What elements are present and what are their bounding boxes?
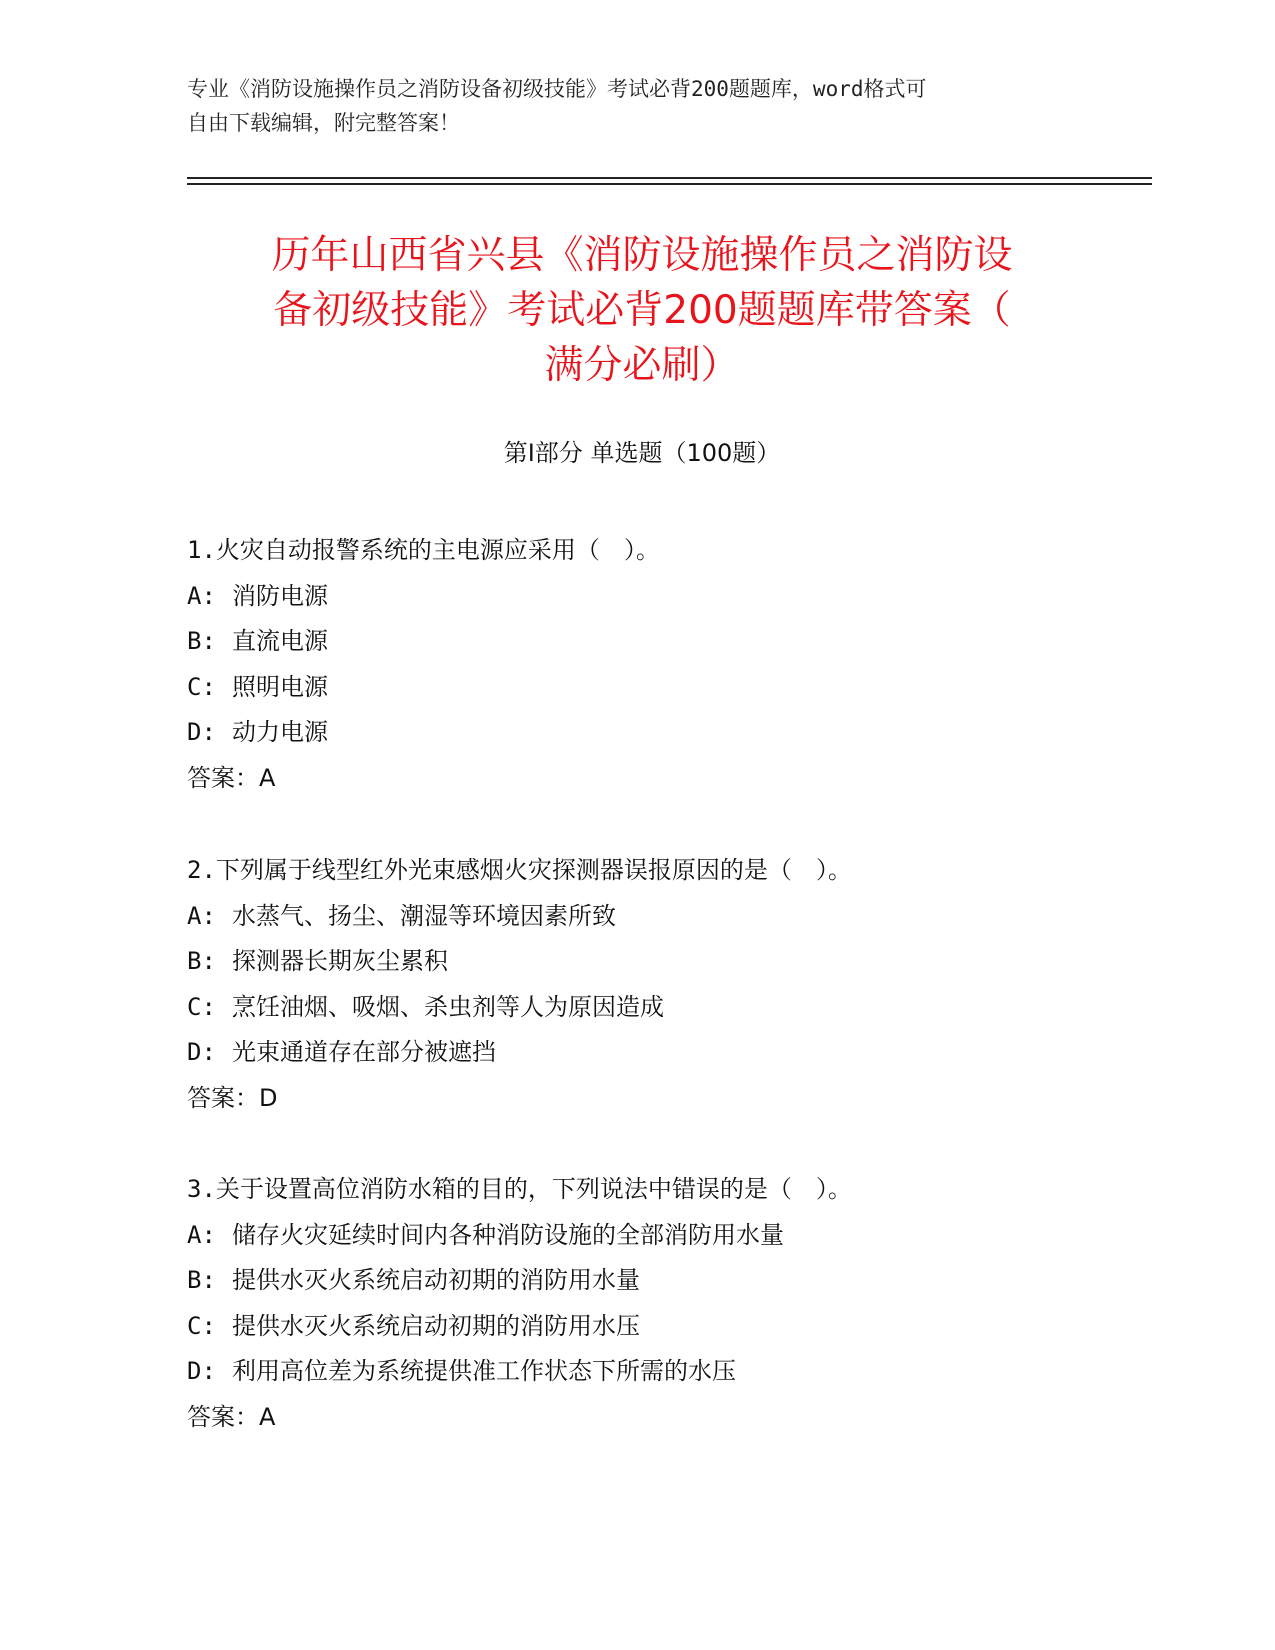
option-text: 提供水灭火系统启动初期的消防用水压 [232,1311,640,1340]
option-text: 烹饪油烟、吸烟、杀虫剂等人为原因造成 [232,992,664,1021]
question-2 [187,848,1087,1121]
header-note-line-2: 自由下载编辑，附完整答案！ [187,111,460,135]
option-a [187,574,1087,620]
option-letter: D: [187,718,216,746]
option-text: 探测器长期灰尘累积 [232,947,448,975]
option-d [187,1349,1087,1395]
option-text: 提供水灭火系统启动初期的消防用水量 [232,1266,640,1294]
question-stem: 1.火灾自动报警系统的主电源应采用（ ）。 [187,536,660,564]
option-c [187,1304,1087,1350]
option-a [187,1213,1087,1259]
header-divider-bottom [187,183,1152,185]
question-stem: 3.关于设置高位消防水箱的目的，下列说法中错误的是（ ）。 [187,1175,852,1203]
option-letter: C: [187,992,216,1021]
option-letter: A: [187,1220,216,1249]
option-text: 直流电源 [232,627,328,655]
option-letter: D: [187,1038,216,1066]
option-d [187,1030,1087,1076]
document-title [187,228,1097,393]
option-letter: B: [187,627,216,655]
header-divider-top [187,177,1152,179]
option-text: 利用高位差为系统提供准工作状态下所需的水压 [232,1357,736,1385]
option-a [187,894,1087,940]
question-stem: 2.下列属于线型红外光束感烟火灾探测器误报原因的是（ ）。 [187,856,852,884]
option-text: 消防电源 [232,581,328,610]
option-text: 光束通道存在部分被遮挡 [232,1038,496,1066]
title-line-3: 满分必刷） [544,343,740,388]
option-c [187,985,1087,1031]
option-b [187,1258,1087,1304]
answer-label: 答案：A [187,763,276,792]
question-3 [187,1167,1087,1440]
option-letter: D: [187,1357,216,1385]
option-d [187,710,1087,756]
option-text: 照明电源 [232,672,328,701]
option-letter: A: [187,901,216,930]
option-letter: B: [187,1266,216,1294]
answer-label: 答案：D [187,1083,278,1112]
document-header-note [187,72,1067,140]
option-letter: C: [187,672,216,701]
section-heading: 第I部分 单选题（100题） [503,439,781,467]
header-note-line-1: 专业《消防设施操作员之消防设备初级技能》考试必背200题题库，word格式可 [187,77,927,101]
answer-label: 答案：A [187,1402,276,1431]
option-c [187,665,1087,711]
option-text: 水蒸气、扬尘、潮湿等环境因素所致 [232,901,616,930]
option-letter: B: [187,947,216,975]
option-letter: A: [187,581,216,610]
option-b [187,939,1087,985]
option-letter: C: [187,1311,216,1340]
option-text: 动力电源 [232,718,328,746]
title-line-2: 备初级技能》考试必背200题题库带答案（ [273,288,1011,333]
option-b [187,619,1087,665]
title-line-1: 历年山西省兴县《消防设施操作员之消防设 [271,233,1013,278]
option-text: 储存火灾延续时间内各种消防设施的全部消防用水量 [232,1220,784,1249]
question-1 [187,528,1087,801]
